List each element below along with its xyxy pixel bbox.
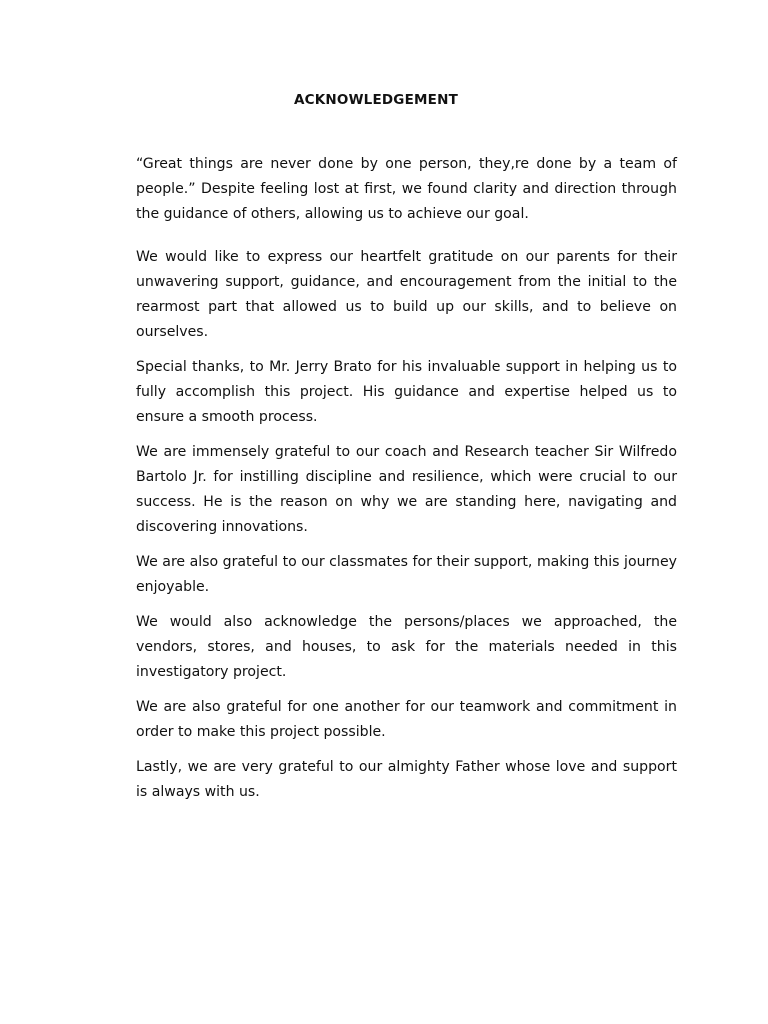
paragraph-vendors: We would also acknowledge the persons/places we approached, the vendors, stores, and houses, to ask for the materials needed in this investigatory project. bbox=[136, 614, 677, 680]
paragraph-mentor-thanks: Special thanks, to Mr. Jerry Brato for his invaluable support in helping us to fully accomplish this project. His guidance and expertise helped us to ensure a smooth process. bbox=[136, 359, 677, 425]
paragraph-closing: Lastly, we are very grateful to our almighty Father whose love and support is always with us. bbox=[136, 759, 677, 800]
paragraph-parents: We would like to express our heartfelt gratitude on our parents for their unwavering support, guidance, and encouragement from the initial to the rearmost part that allowed us to build up our skills, and to believe on ourselves. bbox=[136, 249, 677, 340]
paragraph-teamwork: We are also grateful for one another for our teamwork and commitment in order to make this project possible. bbox=[136, 699, 677, 740]
page-title: ACKNOWLEDGEMENT bbox=[294, 92, 458, 108]
paragraph-coach-thanks: We are immensely grateful to our coach and Research teacher Sir Wilfredo Bartolo Jr. for instilling discipline and resilience, which were crucial to our success. He is the reason on why we are standing here, navigating and discovering innovations. bbox=[136, 444, 677, 535]
acknowledgement-body bbox=[136, 152, 677, 805]
paragraph-opening-quote: “Great things are never done by one person, they,re done by a team of people.” Despite feeling lost at first, we found clarity and direction through the guidance of others, allowing us to achieve our goal. bbox=[136, 156, 677, 222]
paragraph-classmates: We are also grateful to our classmates for their support, making this journey enjoyable. bbox=[136, 554, 677, 595]
